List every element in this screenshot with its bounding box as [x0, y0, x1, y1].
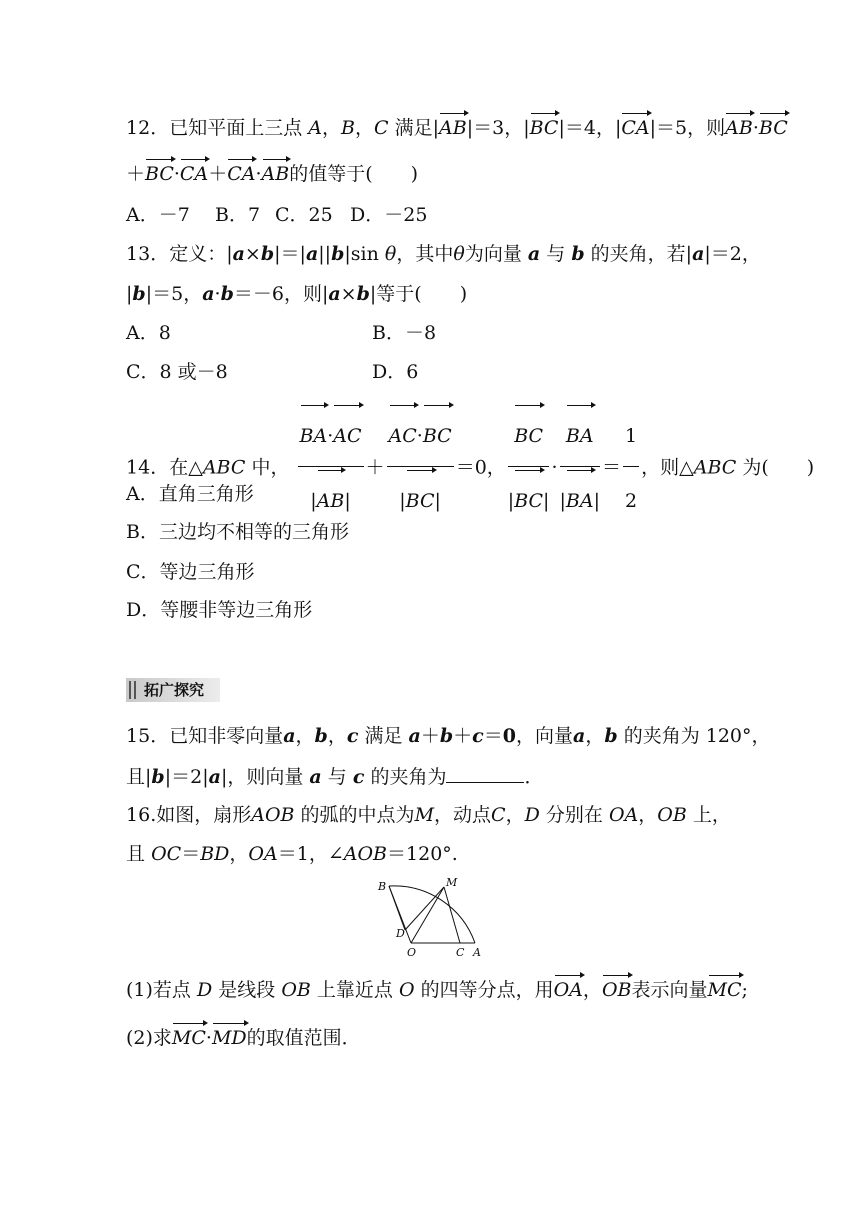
q13-option-c: C．8 或－8	[126, 361, 228, 383]
q14-option-d: D．等腰非等边三角形	[126, 599, 313, 621]
q16-line1: 16.如图，扇形AOB 的弧的中点为M，动点C，D 分别在 OA，OB 上，	[126, 804, 731, 826]
label-b: B	[378, 880, 387, 893]
vector-ab: AB	[439, 117, 467, 139]
section-header: 拓广探究	[126, 678, 220, 702]
q12-option-c: C．25	[275, 204, 333, 226]
label-d: D	[396, 927, 405, 940]
q14-option-a: A．直角三角形	[126, 483, 254, 505]
q12-line2: ＋BC·CA＋CA·AB的值等于( )	[126, 163, 419, 185]
q13-option-a: A．8	[126, 322, 171, 344]
q13-line2: |b|＝5，a·b＝－6，则|a×b|等于( )	[126, 283, 468, 305]
q15-line2: 且|b|＝2|a|，则向量 a 与 c 的夹角为 ．	[126, 766, 544, 788]
q14-option-c: C．等边三角形	[126, 561, 255, 583]
vector-ca: CA	[621, 117, 650, 139]
label-c: C	[456, 946, 465, 959]
q13-option-d: D．6	[372, 361, 419, 383]
sector-figure	[372, 875, 492, 960]
fraction-4: $\frac{BA}{|BA|}$	[560, 408, 601, 529]
q13-line1: 13．定义：|a×b|＝|a||b|sin θ，其中θ为向量 a 与 b 的夹角，若|a|＝2，	[126, 243, 761, 265]
q15-line1: 15．已知非零向量a，b，c 满足 a＋b＋c＝0，向量a，b 的夹角为 120°，	[126, 725, 771, 747]
label-a: A	[473, 946, 481, 959]
vector-bc: BC	[529, 117, 559, 139]
q14-line1: 14．在△ABC 中， $\frac{BA\cdot AC}{|AB|}$ ＋ $\frac{AC\cdot BC}{|BC|}$ ＝0， $\frac{BC}{|BC|}$ · $\frac{BA}{|BA|}$ ＝ $\frac{1}{2}$ ，则△ABC 为( )	[126, 408, 814, 529]
q16-part1: (1)若点 D 是线段 OB 上靠近点 O 的四等分点，用OA，OB表示向量MC;	[126, 979, 748, 1001]
q14-option-b: B．三边均不相等的三角形	[126, 521, 349, 543]
label-m: M	[446, 876, 458, 889]
fraction-2: $\frac{AC\cdot BC}{|BC|}$	[387, 408, 454, 529]
label-o: O	[407, 946, 417, 959]
answer-blank	[446, 764, 524, 783]
fraction-1: $\frac{BA\cdot AC}{|AB|}$	[298, 408, 364, 529]
fraction-3: $\frac{BC}{|BC|}$	[508, 408, 550, 529]
q13-option-b: B．－8	[372, 322, 437, 344]
q12-line1: 12．已知平面上三点 A，B，C 满足|AB|＝3，|BC|＝4，|CA|＝5，则AB·BC	[126, 117, 788, 139]
q16-part2: (2)求MC·MD的取值范围．	[126, 1027, 361, 1049]
q16-line2: 且 OC＝BD，OA＝1，∠AOB＝120°.	[126, 843, 458, 865]
q12-option-b: B．7	[215, 204, 261, 226]
q12-option-a: A．－7	[126, 204, 190, 226]
q12-option-d: D．－25	[350, 204, 428, 226]
fraction-half: $\frac{1}{2}$	[623, 408, 639, 529]
